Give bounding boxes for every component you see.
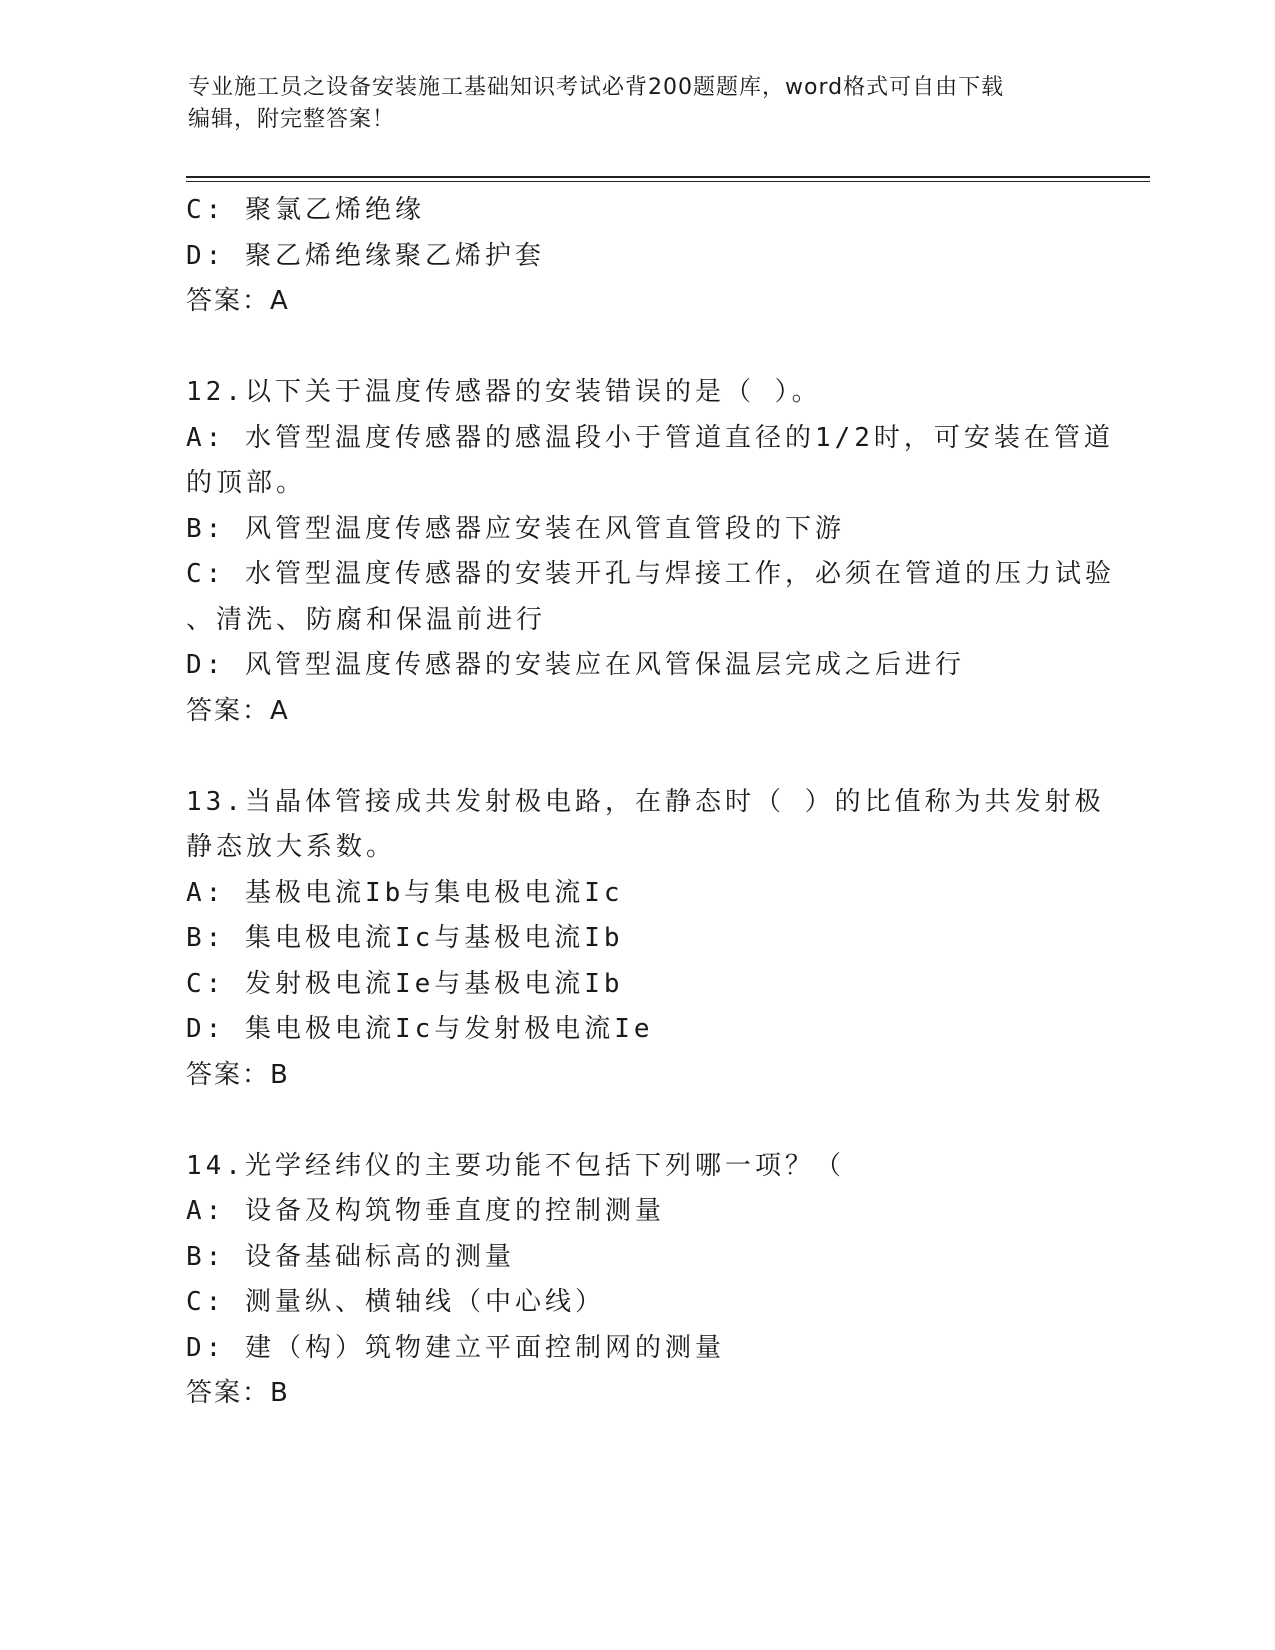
option-a-line-2: 的顶部。 (186, 468, 307, 498)
option-b: B: 集电极电流Ic与基极电流Ib (186, 923, 624, 953)
header-title-line-2: 编辑，附完整答案！ (188, 107, 396, 132)
question-stem: 12.以下关于温度传感器的安装错误的是（ ）。 (186, 377, 822, 407)
option-d: D: 风管型温度传感器的安装应在风管保温层完成之后进行 (186, 650, 965, 680)
header-rule-thin (186, 181, 1150, 182)
option-c-line-1: C: 水管型温度传感器的安装开孔与焊接工作，必须在管道的压力试验 (186, 559, 1115, 589)
question-12 (186, 370, 1115, 734)
header-title-line-1: 专业施工员之设备安装施工基础知识考试必背200题题库，word格式可自由下载 (188, 75, 1005, 100)
option-c: C: 聚氯乙烯绝缘 (186, 195, 425, 225)
option-a: A: 设备及构筑物垂直度的控制测量 (186, 1196, 665, 1226)
option-d: D: 集电极电流Ic与发射极电流Ie (186, 1014, 654, 1044)
answer: 答案：A (186, 695, 290, 726)
question-stem: 14.光学经纬仪的主要功能不包括下列哪一项？（ (186, 1150, 845, 1181)
document-header (188, 72, 1088, 136)
option-c: C: 发射极电流Ie与基极电流Ib (186, 968, 624, 999)
option-a-line-1: A: 水管型温度传感器的感温段小于管道直径的1/2时，可安装在管道 (186, 422, 1114, 453)
header-rule-thick (186, 176, 1150, 178)
question-14 (186, 1144, 1086, 1417)
option-a: A: 基极电流Ib与集电极电流Ic (186, 877, 624, 908)
question-stem-line-1: 13.当晶体管接成共发射极电路，在静态时（ ）的比值称为共发射极 (186, 786, 1105, 817)
option-b: B: 风管型温度传感器应安装在风管直管段的下游 (186, 513, 845, 544)
option-d: D: 聚乙烯绝缘聚乙烯护套 (186, 240, 545, 271)
option-c: C: 测量纵、横轴线（中心线） (186, 1287, 605, 1317)
question-11 (186, 188, 1086, 325)
question-13 (186, 780, 1105, 1099)
option-b: B: 设备基础标高的测量 (186, 1241, 515, 1272)
option-d: D: 建（构）筑物建立平面控制网的测量 (186, 1332, 725, 1363)
question-list (186, 188, 1115, 1417)
answer: 答案：B (186, 1059, 290, 1090)
answer: 答案：B (186, 1378, 290, 1408)
option-c-line-2: 、清洗、防腐和保温前进行 (186, 604, 547, 635)
answer: 答案：A (186, 286, 290, 316)
question-stem-line-2: 静态放大系数。 (186, 832, 397, 862)
